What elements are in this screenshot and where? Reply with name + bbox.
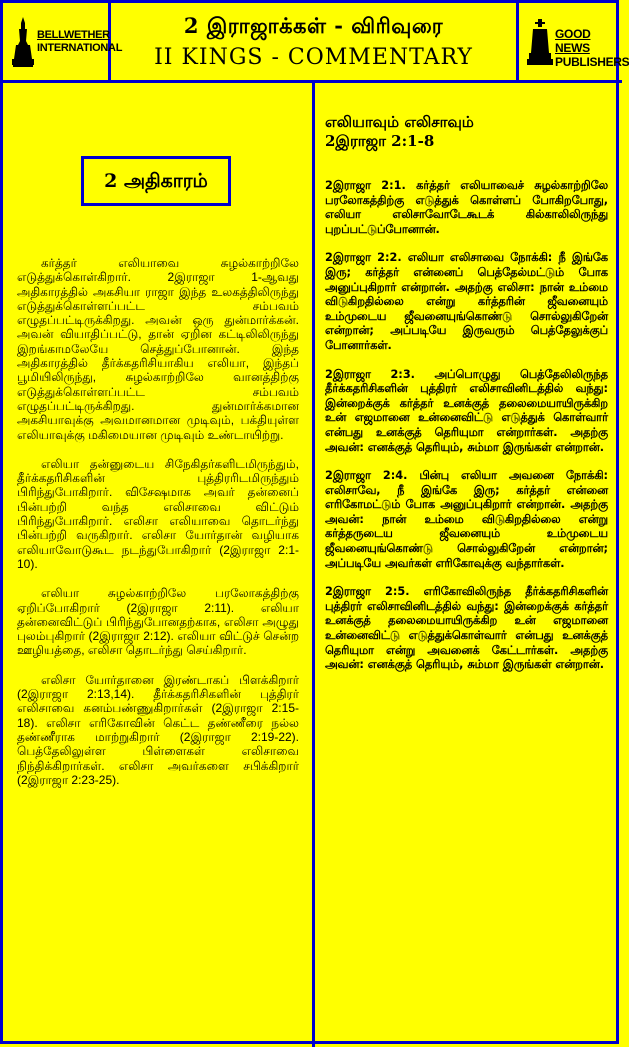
left-column: [3, 83, 315, 1047]
left-paragraph: எலியா தன்னுடைய சிநேகிதர்களிடமிருந்தும், தீர்க்கதரிசிகளின் புத்திரரிடமிருந்தும் பிரிந்துபோகிறார். விசேஷமாக அவர் தன்னைப் பின்பற்றி வந்த எலிசாவை விட்டும் பிரிந்துபோகிறார். எலிசா எலியாவை தொடர்ந்து பின்பற்றி வருகிறார். எலிசா யோர்தான் வழியாக எலியாவோடுகூட நடந்துபோகிறார் (2இராஜா 2:1-10).: [17, 456, 299, 571]
chapter-label: 2 அதிகாரம்: [81, 156, 231, 206]
goodnews-logo-text: [555, 27, 629, 69]
goodnews-logo-cell: [516, 3, 629, 83]
right-column: [315, 83, 622, 1047]
bellwether-emblem-icon: [11, 15, 35, 69]
left-paragraph: கர்த்தர் எலியாவை சுழல்காற்றிலே எடுத்துக்கொள்கிறார். 2இராஜா 1-ஆவது அதிகாரத்தில் அகசியா ராஜா இந்த உலகத்திலிருந்து எடுத்துக்கொள்ளப்பட்ட சம்பவம் எழுதப்பட்டிருக்கிறது. அவன் ஒரு துன்மார்க்கன். அவன் வியாதிப்பட்டு, தான் ஏறின கட்டிலிலிருந்து இறங்காமலேயே செத்துப்போனான். இந்த அதிகாரத்தில் தீர்க்கதரிசியாகிய எலியா, இந்தப் பூமியிலிருந்து, சுழல்காற்றிலே வானத்திற்கு எடுத்துக்கொள்ளப்பட்ட சம்பவம் எழுதப்பட்டிருக்கிறது. துன்மார்க்கமான அகசியாவுக்கு அவமானமான முடிவும், பக்தியுள்ள எலியாவுக்கு மகிமையான முடிவும் உண்டாயிற்று.: [17, 256, 299, 442]
goodnews-logo: [525, 13, 629, 73]
bellwether-logo: [9, 13, 123, 73]
verse-paragraph: 2இராஜா 2:5. எரிகோவிலிருந்த தீர்க்கதரிசிகளின் புத்திரர் எலிசாவினிடத்தில் வந்து: இன்றைக்குக் கர்த்தர் உனக்குத் தலைமையாயிருக்கிற உன் எஜமானை உன்னைவிட்டு எடுத்துக்கொள்வார் என்பது உனக்குத் தெரியுமா என்று அவனைக் கேட்டார்கள். அதற்கு அவன்: எனக்குத் தெரியும், சும்மா இருங்கள் என்றான்.: [325, 585, 608, 672]
goodnews-logo-line2: PUBLISHERS: [555, 55, 629, 69]
section-heading-title: எலியாவும் எலிசாவும்: [325, 113, 474, 131]
title-cell: [111, 3, 516, 83]
bellwether-logo-line1: BELLWETHER: [37, 29, 110, 41]
bellwether-logo-cell: [3, 3, 123, 83]
verse-paragraph: 2இராஜா 2:1. கர்த்தர் எலியாவைச் சுழல்காற்றிலே பரலோகத்திற்கு எடுத்துக் கொள்ளப் போகிறபோது, எலியா எலிசாவோடேகூடக் கில்காலிலிருந்து புறப்பட்டுப்போனான்.: [325, 179, 608, 236]
verse-paragraph: 2இராஜா 2:3. அப்பொழுது பெத்தேலிலிருந்த தீர்க்கதரிசிகளின் புத்திரர் எலிசாவினிடத்தில் வந்து: இன்றைக்குக் கர்த்தர் உனக்குத் தலைமையாயிருக்கிற உன் எஜமானை உன்னைவிட்டு எடுத்துக் கொள்வார் என்பது உனக்குத் தெரியுமா என்றார்கள். அதற்கு அவன்: எனக்குத் தெரியும், சும்மா இருங்கள் என்றான்.: [325, 367, 608, 454]
section-heading: [325, 113, 605, 151]
verse-paragraph: 2இராஜா 2:4. பின்பு எலியா அவனை நோக்கி: எலிசாவே, நீ இங்கே இரு; கர்த்தர் என்னை எரிகோமட்டும் போக அனுப்புகிறார் என்றான். அதற்கு அவன்: நான் உம்மை விடுகிறதில்லை என்று கர்த்தருடைய ஜீவனையும் உம்முடைய ஜீவனையுங்கொண்டு சொல்லுகிறேன் என்றான்; அப்படியே அவர்கள் எரிகோவுக்கு வந்தார்கள்.: [325, 469, 608, 570]
page-header: [3, 3, 629, 83]
goodnews-logo-line1: GOOD NEWS: [555, 27, 591, 55]
section-heading-reference: 2இராஜா 2:1-8: [325, 132, 435, 150]
bellwether-logo-line2: INTERNATIONAL: [37, 42, 123, 54]
left-paragraph: எலியா சுழல்காற்றிலே பரலோகத்திற்கு ஏறிப்போகிறார் (2இராஜா 2:11). எலியா தன்னைவிட்டுப் பிரிந்துபோனதற்காக, எலிசா அழுது புலம்புகிறார் (2இராஜா 2:12). எலியா விட்டுச் சென்ற ஊழியத்தை, எலிசா தொடர்ந்து செய்கிறார்.: [17, 586, 299, 658]
goodnews-emblem-icon: [527, 17, 553, 69]
page-title-tamil: 2 இராஜாக்கள் - விரிவுரை: [183, 13, 444, 38]
page-title-english: II KINGS - COMMENTARY: [154, 45, 473, 70]
verse-list: [325, 179, 608, 687]
verse-paragraph: 2இராஜா 2:2. எலியா எலிசாவை நோக்கி: நீ இங்கே இரு; கர்த்தர் என்னைப் பெத்தேல்மட்டும் போக அனுப்புகிறார் என்றான். அதற்கு எலிசா: நான் உம்மை விடுகிறதில்லை என்று கர்த்தரின் ஜீவனையும் உம்முடைய ஜீவனையுங்கொண்டு சொல்லுகிறேன் என்றான்; அப்படியே இருவரும் பெத்தேலுக்குப் போனார்கள்.: [325, 251, 608, 352]
left-paragraph: எலிசா யோர்தானை இரண்டாகப் பிளக்கிறார் (2இராஜா 2:13,14). தீர்க்கதரிசிகளின் புத்திரர் எலிசாவை கனம்பண்ணுகிறார்கள் (2இராஜா 2:15-18). எலிசா எரிகோவின் கெட்ட தண்ணீரை நல்ல தண்ணீராக மாற்றுகிறார் (2இராஜா 2:19-22). பெத்தேலிலுள்ள பிள்ளைகள் எலிசாவை நிந்திக்கிறார்கள். எலிசா அவர்களை சபிக்கிறார் (2இராஜா 2:23-25).: [17, 672, 299, 787]
bellwether-logo-text: [37, 29, 123, 55]
left-commentary: [17, 256, 299, 802]
